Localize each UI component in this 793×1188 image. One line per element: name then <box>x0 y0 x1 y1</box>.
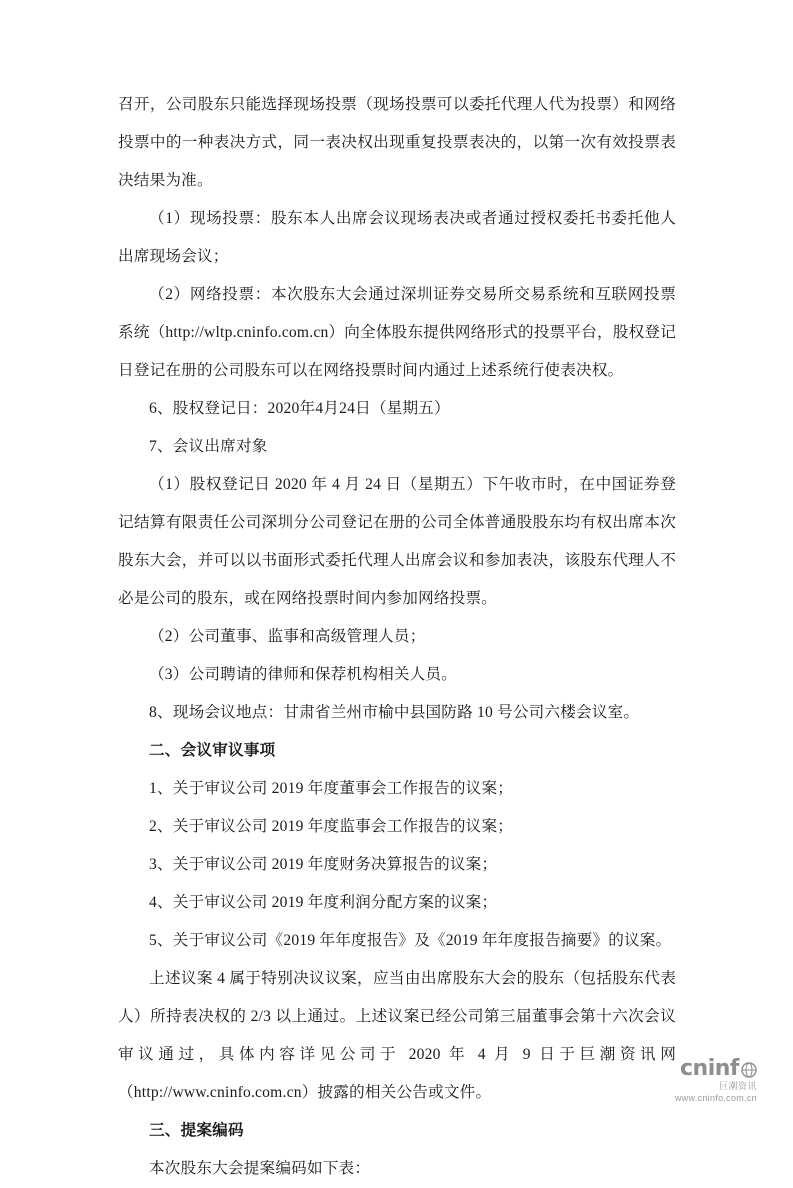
agenda-item-5: 5、关于审议公司《2019 年年度报告》及《2019 年年度报告摘要》的议案。 <box>149 932 672 949</box>
agenda-item-2: 2、关于审议公司 2019 年度监事会工作报告的议案； <box>149 818 514 835</box>
proposal-code-intro: 本次股东大会提案编码如下表： <box>149 1160 371 1177</box>
paragraph-attendees-item-2: （2）公司董事、监事和高级管理人员； <box>149 628 426 645</box>
section-heading-three: 三、提案编码 <box>149 1122 244 1139</box>
logo-website: www.cninfo.com.cn <box>674 1093 757 1104</box>
paragraph-network-voting: （2）网络投票：本次股东大会通过深圳证券交易所交易系统和互联网投票系统（http://wltp.cninfo.com.cn）向全体股东提供网络形式的投票平台，股权登记日登记在册的公司股东可以在网络投票时间内通过上述系统行使表决权。 <box>118 286 676 379</box>
agenda-item-1: 1、关于审议公司 2019 年度董事会工作报告的议案； <box>149 780 514 797</box>
section-heading-two: 二、会议审议事项 <box>149 742 276 759</box>
agenda-item-3: 3、关于审议公司 2019 年度财务决算报告的议案； <box>149 856 498 873</box>
cninfo-wordmark: cninf <box>680 1056 739 1082</box>
paragraph-voting-methods: 召开，公司股东只能选择现场投票（现场投票可以委托代理人代为投票）和网络投票中的一种表决方式，同一表决权出现重复投票表决的，以第一次有效投票表决结果为准。 <box>118 96 676 189</box>
paragraph-meeting-place: 8、现场会议地点：甘肃省兰州市榆中县国防路 10 号公司六楼会议室。 <box>149 704 640 721</box>
agenda-note: 上述议案 4 属于特别决议议案，应当由出席股东大会的股东（包括股东代表人）所持表决权的 2/3 以上通过。上述议案已经公司第三届董事会第十六次会议审议通过，具体内容详见公司于 2020 年 4 月 9 日于巨潮资讯网（http://www.cninfo.com.cn）披露的相关公告或文件。 <box>118 970 676 1101</box>
paragraph-attendees-item-3: （3）公司聘请的律师和保荐机构相关人员。 <box>149 666 458 683</box>
paragraph-attendees-item-1: （1）股权登记日 2020 年 4 月 24 日（星期五）下午收市时，在中国证券登记结算有限责任公司深圳分公司登记在册的公司全体普通股股东均有权出席本次股东大会，并可以以书面形式委托代理人出席会议和参加表决，该股东代理人不必是公司的股东，或在网络投票时间内参加网络投票。 <box>118 476 676 607</box>
paragraph-attendees-title: 7、会议出席对象 <box>149 438 268 455</box>
logo-subtitle: 巨潮资讯 <box>718 1081 757 1092</box>
paragraph-record-date: 6、股权登记日：2020年4月24日（星期五） <box>149 400 450 417</box>
logo-row <box>637 1057 757 1081</box>
paragraph-onsite-voting: （1）现场投票：股东本人出席会议现场表决或者通过授权委托书委托他人出席现场会议； <box>118 210 676 265</box>
agenda-item-4: 4、关于审议公司 2019 年度利润分配方案的议案； <box>149 894 498 911</box>
globe-icon <box>741 1062 757 1078</box>
footer-logo <box>637 1057 757 1104</box>
document-body <box>118 86 676 1188</box>
